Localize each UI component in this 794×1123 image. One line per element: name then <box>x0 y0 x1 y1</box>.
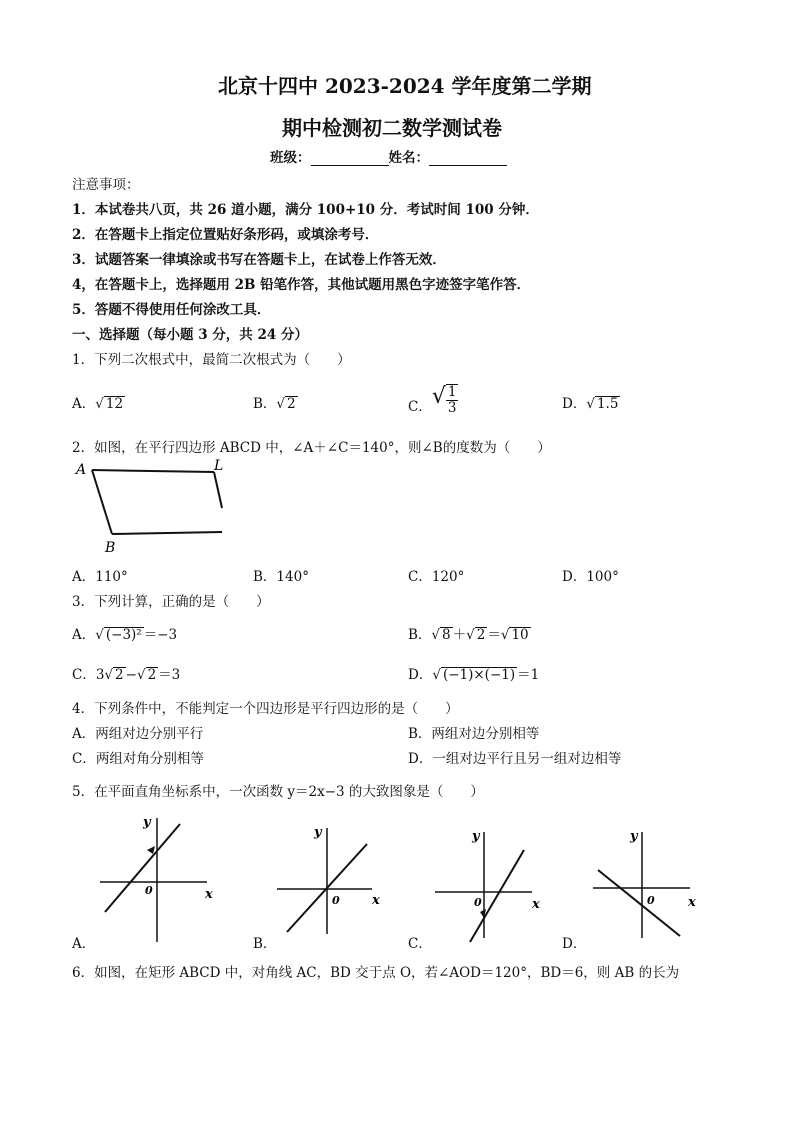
parallelogram-figure <box>72 458 232 558</box>
notes-heading: 注意事项： <box>72 177 140 193</box>
svg-text:0: 0 <box>647 894 655 907</box>
q3-option-d: D．√ (−1)×(−1) ＝1 <box>408 667 540 683</box>
note-item: 3．试题答案一律填涂或书写在答题卡上，在试卷上作答无效． <box>72 252 446 268</box>
q4-option-b: B．两组对边分别相等 <box>408 726 540 742</box>
vertex-b-label: B <box>105 540 116 556</box>
question-2-stem: 2．如图，在平行四边形 ABCD 中，∠A＋∠C＝140°，则∠B的度数为（ ） <box>72 440 551 456</box>
class-name-row <box>270 146 507 166</box>
note-item: 5．答题不得使用任何涂改工具． <box>72 302 271 318</box>
q5-option-c: C． <box>408 936 432 952</box>
svg-text:y: y <box>314 825 322 840</box>
name-blank[interactable] <box>429 151 507 166</box>
q5-graph-b <box>272 822 392 937</box>
q1-option-b: B．√ 2 <box>253 396 296 412</box>
q5-option-a: A． <box>72 936 96 952</box>
q3-option-c: C．3√ 2 −√ 2 ＝3 <box>72 667 181 683</box>
exam-title-line1: 北京十四中 2023-2024 学年度第二学期 <box>218 74 592 98</box>
question-6-stem: 6．如图，在矩形 ABCD 中，对角线 AC，BD 交于点 O，若∠AOD＝120°，BD＝6，则 AB 的长为 <box>72 965 680 981</box>
svg-text:y: y <box>472 829 480 844</box>
q2-option-b: B．140° <box>253 569 309 585</box>
note-item: 4，在答题卡上，选择题用 2B 铅笔作答，其他试题用黑色字迹签字笔作答． <box>72 277 531 293</box>
svg-text:0: 0 <box>145 884 153 897</box>
q1-option-d: D．√ 1.5 <box>562 396 619 412</box>
q2-option-c: C．120° <box>408 569 465 585</box>
q4-option-a: A．两组对边分别平行 <box>72 726 204 742</box>
q5-option-b: B． <box>253 936 277 952</box>
question-5-stem: 5．在平面直角坐标系中，一次函数 y＝2x−3 的大致图象是（ ） <box>72 784 484 800</box>
svg-text:x: x <box>205 887 213 902</box>
q5-option-d: D． <box>562 936 587 952</box>
svg-text:y: y <box>630 829 638 844</box>
svg-text:0: 0 <box>474 896 482 909</box>
question-1-stem: 1．下列二次根式中，最简二次根式为（ ） <box>72 352 351 368</box>
note-item: 2．在答题卡上指定位置贴好条形码，或填涂考号． <box>72 227 379 243</box>
class-blank[interactable] <box>311 151 389 166</box>
svg-text:0: 0 <box>332 894 340 907</box>
name-label: 姓名： <box>388 150 429 166</box>
q4-option-c: C．两组对角分别相等 <box>72 751 204 767</box>
vertex-a-label: A <box>76 462 87 478</box>
class-label: 班级： <box>270 150 311 166</box>
q2-option-d: D．100° <box>562 569 619 585</box>
q5-graph-d <box>590 826 710 946</box>
svg-text:x: x <box>688 895 696 910</box>
q2-option-a: A．110° <box>72 569 128 585</box>
q3-option-a: A．√ (−3)² ＝−3 <box>72 627 178 643</box>
note-item: 1．本试卷共八页，共 26 道小题，满分 100+10 分．考试时间 100 分钟． <box>72 202 539 218</box>
q1-option-c: C．√ $\frac{1}{3}$ <box>408 384 457 416</box>
exam-title-line2: 期中检测初二数学测试卷 <box>282 116 502 140</box>
q4-option-d: D．一组对边平行且另一组对边相等 <box>408 751 622 767</box>
question-4-stem: 4．下列条件中，不能判定一个四边形是平行四边形的是（ ） <box>72 701 459 717</box>
svg-text:y: y <box>143 815 151 830</box>
question-3-stem: 3．下列计算，正确的是（ ） <box>72 594 270 610</box>
svg-text:x: x <box>372 893 380 908</box>
svg-text:x: x <box>532 897 540 912</box>
vertex-d-label: L <box>214 458 224 474</box>
q1-option-a: A．√ 12 <box>72 396 124 412</box>
q5-graph-a <box>95 812 225 947</box>
section-heading: 一、选择题（每小题 3 分，共 24 分） <box>72 327 308 343</box>
q5-graph-c <box>432 826 552 946</box>
q3-option-b: B．√ 8 ＋√ 2 ＝√ 10 <box>408 627 529 643</box>
